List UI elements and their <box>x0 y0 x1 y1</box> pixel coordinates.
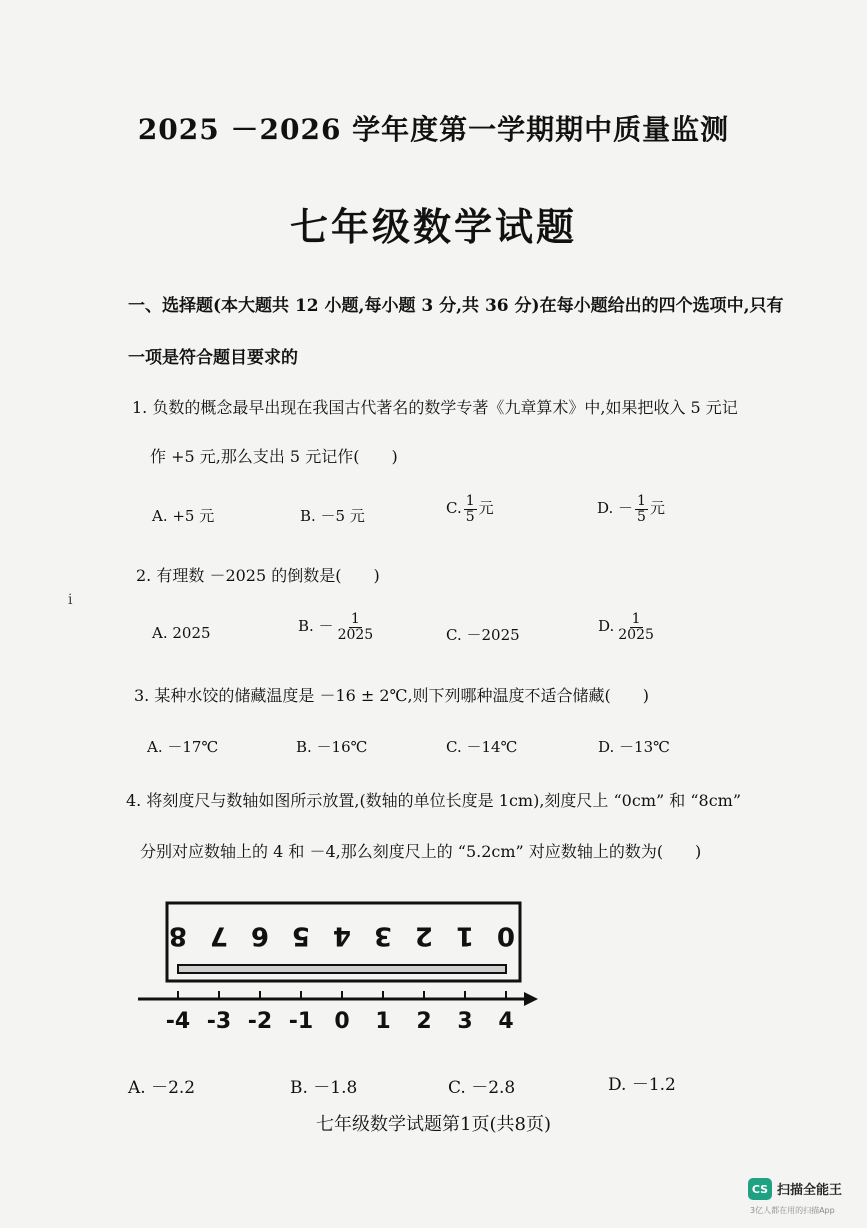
axis-label: -1 <box>288 1009 314 1034</box>
ruler-label-text: 7 <box>209 920 229 951</box>
q2-option-b-label: B. － <box>298 617 334 636</box>
fraction-denominator: 2025 <box>618 626 654 643</box>
q1-option-b: B. －5 元 <box>300 507 365 525</box>
fraction-numerator: 1 <box>637 493 646 509</box>
ruler-label-text: 8 <box>168 920 188 951</box>
ruler-label <box>210 921 228 951</box>
q3-option-b: B. －16℃ <box>296 738 368 756</box>
ruler-label-text: 4 <box>332 920 352 951</box>
q3-option-c: C. －14℃ <box>446 738 518 756</box>
ruler-label <box>374 921 392 951</box>
ruler-label-text: 1 <box>455 920 475 951</box>
q4-text-line2: 分别对应数轴上的 4 和 －4,那么刻度尺上的 “5.2cm” 对应数轴上的数为( ) <box>140 842 702 861</box>
number-line-arrow <box>524 992 538 1006</box>
q1-option-d-fraction <box>635 494 648 524</box>
q1-option-a: A. +5 元 <box>152 507 215 525</box>
ruler-label <box>497 921 515 951</box>
q4-option-a: A. －2.2 <box>128 1078 196 1098</box>
q1-option-c-label: C. <box>446 499 462 518</box>
q1-option-d-unit: 元 <box>649 499 665 518</box>
axis-label-group <box>166 1009 514 1034</box>
ruler-label <box>251 921 269 951</box>
axis-label: -4 <box>165 1009 191 1034</box>
fraction-numerator: 1 <box>465 493 475 509</box>
q1-option-c-unit: 元 <box>478 499 494 518</box>
q3-option-d: D. －13℃ <box>598 738 670 756</box>
q1-option-d <box>597 494 665 524</box>
q2-option-d <box>598 612 658 642</box>
q1-text-line1: 1. 负数的概念最早出现在我国古代著名的数学专著《九章算术》中,如果把收入 5 元记 <box>132 398 738 417</box>
q1-option-c-fraction <box>464 494 477 524</box>
section-heading-line2: 一项是符合题目要求的 <box>128 348 298 368</box>
camscanner-logo-icon: CS <box>748 1178 772 1200</box>
scan-artifact-mark: ⅰ <box>68 592 73 608</box>
q1-option-c <box>446 494 494 524</box>
page-footer: 七年级数学试题第1页(共8页) <box>316 1114 551 1135</box>
q3-text: 3. 某种水饺的储藏温度是 －16 ± 2℃,则下列哪种温度不适合储藏( ) <box>134 686 650 705</box>
fraction-denominator: 2025 <box>337 626 374 643</box>
scanner-app-name: 扫描全能王 <box>777 1183 843 1198</box>
axis-label: 0 <box>334 1009 350 1034</box>
fraction-numerator: 1 <box>350 611 360 627</box>
ruler-label <box>169 921 187 951</box>
q2-option-d-label: D. <box>598 617 615 636</box>
ruler-label-group <box>169 921 515 951</box>
scanner-app-tagline: 3亿人都在用的扫描App <box>750 1206 835 1215</box>
ruler-label-text: 5 <box>291 920 311 951</box>
q2-option-b <box>298 612 377 642</box>
q1-text-line2: 作 +5 元,那么支出 5 元记作( ) <box>150 447 398 466</box>
q4-text-line1: 4. 将刻度尺与数轴如图所示放置,(数轴的单位长度是 1cm),刻度尺上 “0cm” 和 “8cm” <box>126 791 742 810</box>
exam-title: 2025 －2026 学年度第一学期期中质量监测 <box>137 113 730 146</box>
ruler-label <box>333 921 351 951</box>
ruler-label-text: 2 <box>414 920 434 951</box>
ruler-label <box>456 921 474 951</box>
axis-label: 3 <box>457 1009 473 1034</box>
axis-label: 2 <box>416 1009 432 1034</box>
q2-option-d-fraction <box>616 612 656 642</box>
exam-subtitle: 七年级数学试题 <box>289 204 577 249</box>
ruler-label <box>292 921 310 951</box>
ruler-label-text: 0 <box>496 920 516 951</box>
ruler-number-line-figure <box>130 895 550 1040</box>
q2-text: 2. 有理数 －2025 的倒数是( ) <box>136 566 380 585</box>
scanner-watermark <box>748 1178 858 1222</box>
section-heading-line1: 一、选择题(本大题共 12 小题,每小题 3 分,共 36 分)在每小题给出的四个选项中,只有 <box>128 296 784 316</box>
ruler-label-text: 3 <box>373 920 393 951</box>
fraction-denominator: 5 <box>465 508 475 525</box>
q2-option-c: C. －2025 <box>446 626 520 644</box>
axis-label: -3 <box>206 1009 232 1034</box>
q4-option-d: D. －1.2 <box>608 1075 676 1095</box>
q3-option-a: A. －17℃ <box>147 738 219 756</box>
q1-option-d-label: D. － <box>597 499 634 518</box>
axis-label: 4 <box>498 1009 514 1034</box>
fraction-numerator: 1 <box>631 611 641 627</box>
axis-label: 1 <box>375 1009 391 1034</box>
q2-option-a: A. 2025 <box>152 624 211 642</box>
ruler-bar <box>178 965 506 973</box>
q4-option-b: B. －1.8 <box>290 1078 358 1098</box>
axis-label: -2 <box>247 1009 273 1034</box>
fraction-denominator: 5 <box>637 508 646 525</box>
q4-option-c: C. －2.8 <box>448 1078 516 1098</box>
ruler-label <box>415 921 433 951</box>
q2-option-b-fraction <box>336 612 376 642</box>
ruler-label-text: 6 <box>250 920 270 951</box>
